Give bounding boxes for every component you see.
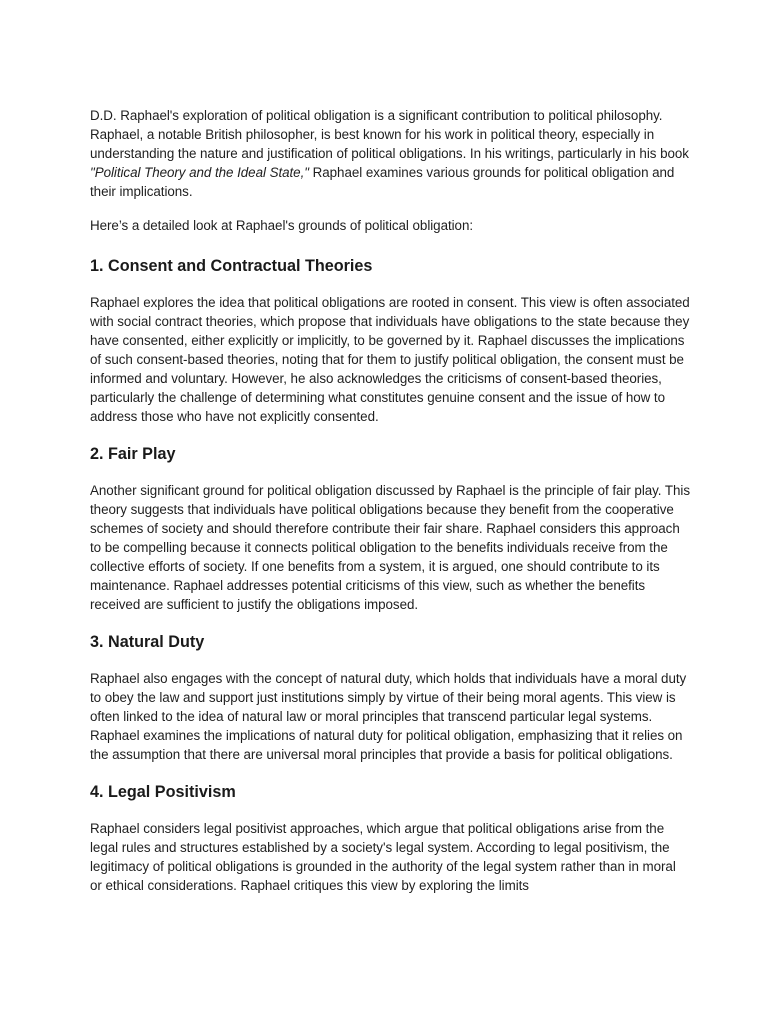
section-heading-natural-duty: 3. Natural Duty (90, 633, 205, 651)
intro-text-after: Raphael examines various grounds for political obligation and their implications. (90, 165, 675, 199)
intro-text-before: D.D. Raphael's exploration of political obligation is a significant contribution to political philosophy. Raphael, a notable British philosopher, is best known for his work in political theory, especially in understanding the nature and justification of political obligations. In his writings, particularly in his book (90, 108, 689, 161)
document-page (90, 106, 690, 912)
intro-paragraph (90, 106, 690, 201)
section-heading-consent: 1. Consent and Contractual Theories (90, 257, 373, 275)
section-body-natural-duty: Raphael also engages with the concept of natural duty, which holds that individuals have a moral duty to obey the law and support just institutions simply by virtue of their being moral agents. This view is often linked to the idea of natural law or moral principles that transcend particular legal systems. Raphael examines the implications of natural duty for political obligation, emphasizing that it relies on the assumption that there are universal moral principles that provide a basis for political obligations. (90, 671, 687, 762)
section-heading-fair-play: 2. Fair Play (90, 445, 176, 463)
book-title: "Political Theory and the Ideal State," (90, 165, 309, 180)
section-body-consent: Raphael explores the idea that political obligations are rooted in consent. This view is often associated with social contract theories, which propose that individuals have obligations to the state because they have consented, either explicitly or implicitly, to be governed by it. Raphael discusses the implications of such consent-based theories, noting that for them to justify political obligation, the consent must be informed and voluntary. However, he also acknowledges the criticisms of consent-based theories, particularly the challenge of determining what constitutes genuine consent and the issue of how to address those who have not explicitly consented. (90, 295, 690, 424)
section-heading-legal-positivism: 4. Legal Positivism (90, 783, 236, 801)
section-body-fair-play: Another significant ground for political obligation discussed by Raphael is the principle of fair play. This theory suggests that individuals have political obligations because they benefit from the cooperative schemes of society and should therefore contribute their fair share. Raphael considers this approach to be compelling because it connects political obligation to the benefits individuals receive from the collective efforts of society. If one benefits from a system, it is argued, one should contribute to its maintenance. Raphael addresses potential criticisms of this view, such as whether the benefits received are sufficient to justify the obligations imposed. (90, 483, 690, 612)
section-body-legal-positivism: Raphael considers legal positivist approaches, which argue that political obligations arise from the legal rules and structures established by a society's legal system. According to legal positivism, the legitimacy of political obligations is grounded in the authority of the legal system rather than in moral or ethical considerations. Raphael critiques this view by exploring the limits (90, 821, 676, 893)
lead-paragraph: Here’s a detailed look at Raphael's grounds of political obligation: (90, 218, 474, 233)
